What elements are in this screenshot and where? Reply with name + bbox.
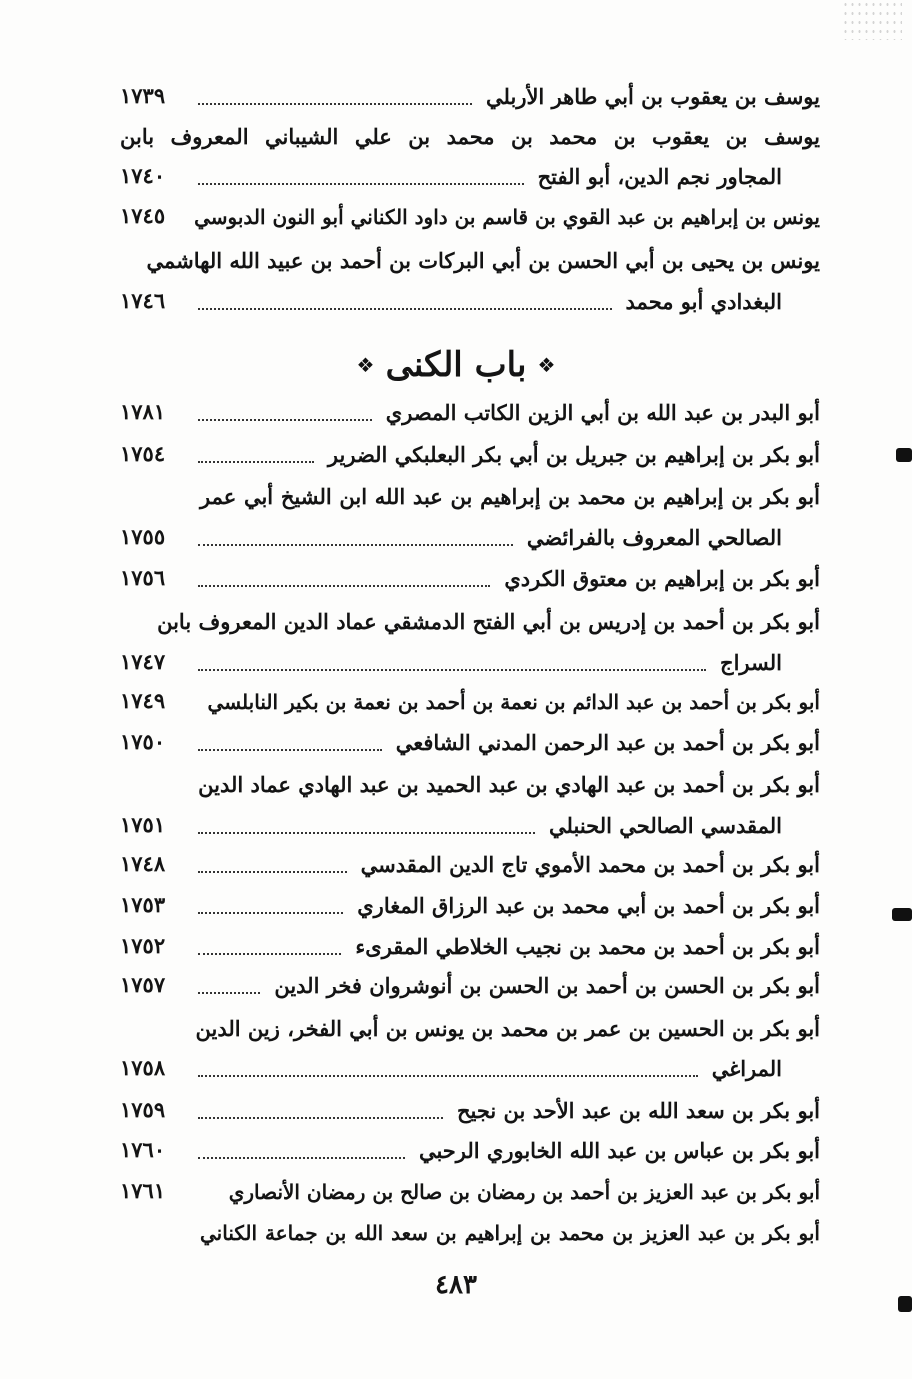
entry-name: أبو بكر بن أحمد بن عبد الهادي بن عبد الحميد بن عبد الهادي عماد الدين <box>198 772 820 797</box>
entry-number: ١٧٥١ <box>120 812 166 837</box>
index-entry <box>120 242 820 282</box>
index-entry <box>120 1132 820 1172</box>
entry-number: ١٧٥٦ <box>120 565 166 590</box>
dot-leader <box>198 419 372 421</box>
entry-number: ١٧٦٠ <box>120 1137 166 1162</box>
entry-number: ١٧٤٨ <box>120 851 166 876</box>
entry-name: المجاور نجم الدين، أبو الفتح <box>537 164 782 189</box>
index-entry-continuation <box>120 158 820 198</box>
dot-leader <box>198 832 535 834</box>
entry-name: أبو بكر بن عبد العزيز بن أحمد بن رمضان بن صالح بن رمضان الأنصاري <box>228 1180 820 1204</box>
index-entry-continuation <box>120 807 820 847</box>
entry-name: المقدسي الصالحي الحنبلي <box>549 813 782 838</box>
entry-number: ١٧٥٠ <box>120 729 166 754</box>
scan-mark-right-1 <box>896 448 912 462</box>
entry-name: أبو بكر بن عباس بن عبد الله الخابوري الرحبي <box>418 1138 820 1163</box>
dot-leader <box>198 912 343 914</box>
entry-name: أبو بكر بن سعد الله بن عبد الأحد بن نجيح <box>456 1098 820 1123</box>
entry-name: المراغي <box>711 1056 782 1081</box>
index-entry <box>120 118 820 158</box>
entry-name: الصالحي المعروف بالفرائضي <box>526 525 782 550</box>
entry-name: أبو بكر بن أحمد بن إدريس بن أبي الفتح الدمشقي عماد الدين المعروف بابن <box>157 609 820 634</box>
dot-leader <box>198 544 513 546</box>
entry-name: يونس بن إبراهيم بن عبد القوي بن قاسم بن داود الكناني أبو النون الدبوسي <box>194 205 820 229</box>
entry-name: أبو بكر بن إبراهيم بن جبريل بن أبي بكر البعلبكي الضرير <box>327 442 820 467</box>
index-entry <box>120 887 820 927</box>
dot-leader <box>198 1075 698 1077</box>
index-entry <box>120 724 820 764</box>
entry-name: أبو البدر بن عبد الله بن أبي الزين الكاتب المصري <box>385 400 820 425</box>
dot-leader <box>198 669 706 671</box>
entry-number: ١٧٥٧ <box>120 972 166 997</box>
entry-name: أبو بكر بن أحمد بن عبد الدائم بن نعمة بن أحمد بن نعمة بن بكير النابلسي <box>207 690 820 714</box>
index-entry <box>120 478 820 518</box>
dot-leader <box>198 992 260 994</box>
index-entry-continuation <box>120 283 820 323</box>
entry-name: أبو بكر بن أحمد بن محمد الأموي تاج الدين المقدسي <box>360 852 820 877</box>
index-entry-continuation <box>120 1050 820 1090</box>
entry-number: ١٧٤٩ <box>120 688 166 713</box>
entry-number: ١٧٤٦ <box>120 288 166 313</box>
entry-number: ١٧٥٢ <box>120 933 166 958</box>
entry-name: أبو بكر بن الحسين بن عمر بن محمد بن يونس بن أبي الفخر، زين الدين <box>195 1016 820 1041</box>
ornament-right-icon: ❖ <box>537 353 556 377</box>
entry-name: أبو بكر بن أحمد بن عبد الرحمن المدني الشافعي <box>395 730 820 755</box>
entry-number: ١٧٤٧ <box>120 649 166 674</box>
index-entry <box>120 436 820 476</box>
index-entry <box>120 683 820 723</box>
index-entry <box>120 1010 820 1050</box>
ornament-left-icon: ❖ <box>356 353 375 377</box>
entry-number: ١٧٦١ <box>120 1178 166 1203</box>
dot-leader <box>198 1117 443 1119</box>
entry-number: ١٧٥٣ <box>120 892 166 917</box>
entry-number: ١٧٥٥ <box>120 524 166 549</box>
index-entry <box>120 967 820 1007</box>
index-entry-continuation <box>120 644 820 684</box>
entry-number: ١٧٥٨ <box>120 1055 166 1080</box>
dot-leader <box>198 953 341 955</box>
entry-name: أبو بكر بن إبراهيم بن معتوق الكردي <box>504 566 820 591</box>
entry-number: ١٧٥٩ <box>120 1097 166 1122</box>
entry-name: أبو بكر بن الحسن بن أحمد بن الحسن بن أنوشروان فخر الدين <box>274 973 820 998</box>
entry-name: السراج <box>720 650 782 675</box>
index-entry <box>120 198 820 238</box>
page-number: ٤٨٣ <box>435 1270 477 1300</box>
entry-number: ١٧٨١ <box>120 399 166 424</box>
entry-number: ١٧٣٩ <box>120 83 166 108</box>
section-title: باب الكنى <box>385 345 527 385</box>
index-entry-continuation <box>120 519 820 559</box>
index-entry <box>120 603 820 643</box>
dot-leader <box>198 1157 405 1159</box>
entry-name: يوسف بن يعقوب بن أبي طاهر الأربلي <box>486 84 820 109</box>
entry-number: ١٧٤٠ <box>120 163 166 188</box>
section-heading <box>300 340 612 398</box>
dot-leader <box>198 749 382 751</box>
index-entry <box>120 394 820 434</box>
dot-leader <box>198 308 612 310</box>
index-entry <box>120 1092 820 1132</box>
entry-name: أبو بكر بن عبد العزيز بن محمد بن إبراهيم بن سعد الله بن جماعة الكناني <box>200 1221 820 1245</box>
entry-name: يوسف بن يعقوب بن محمد بن محمد بن علي الشيباني المعروف بابن <box>120 124 820 149</box>
index-entry <box>120 846 820 886</box>
dot-leader <box>198 585 490 587</box>
scan-mark-right-3 <box>898 1296 912 1312</box>
entry-number: ١٧٤٥ <box>120 203 166 228</box>
index-entry <box>120 560 820 600</box>
index-entry <box>120 1214 820 1254</box>
index-entry <box>120 928 820 968</box>
entry-name: أبو بكر بن أحمد بن محمد بن نجيب الخلاطي المقرىء <box>355 934 820 959</box>
index-entry <box>120 766 820 806</box>
dot-leader <box>198 461 314 463</box>
dot-leader <box>198 871 347 873</box>
entry-name: أبو بكر بن إبراهيم بن محمد بن إبراهيم بن عبد الله ابن الشيخ أبي عمر <box>200 484 820 509</box>
index-entry <box>120 78 820 118</box>
dot-leader <box>198 103 472 105</box>
scan-mark-right-2 <box>892 908 912 921</box>
entry-number: ١٧٥٤ <box>120 441 166 466</box>
scan-noise <box>842 0 902 40</box>
entry-name: البغدادي أبو محمد <box>625 289 782 314</box>
dot-leader <box>198 183 524 185</box>
entry-name: يونس بن يحيى بن أبي الحسن بن أبي البركات بن أحمد بن عبيد الله الهاشمي <box>146 248 820 273</box>
index-entry <box>120 1173 820 1213</box>
entry-name: أبو بكر بن أحمد بن أبي محمد بن عبد الرزاق المغاري <box>357 893 820 918</box>
